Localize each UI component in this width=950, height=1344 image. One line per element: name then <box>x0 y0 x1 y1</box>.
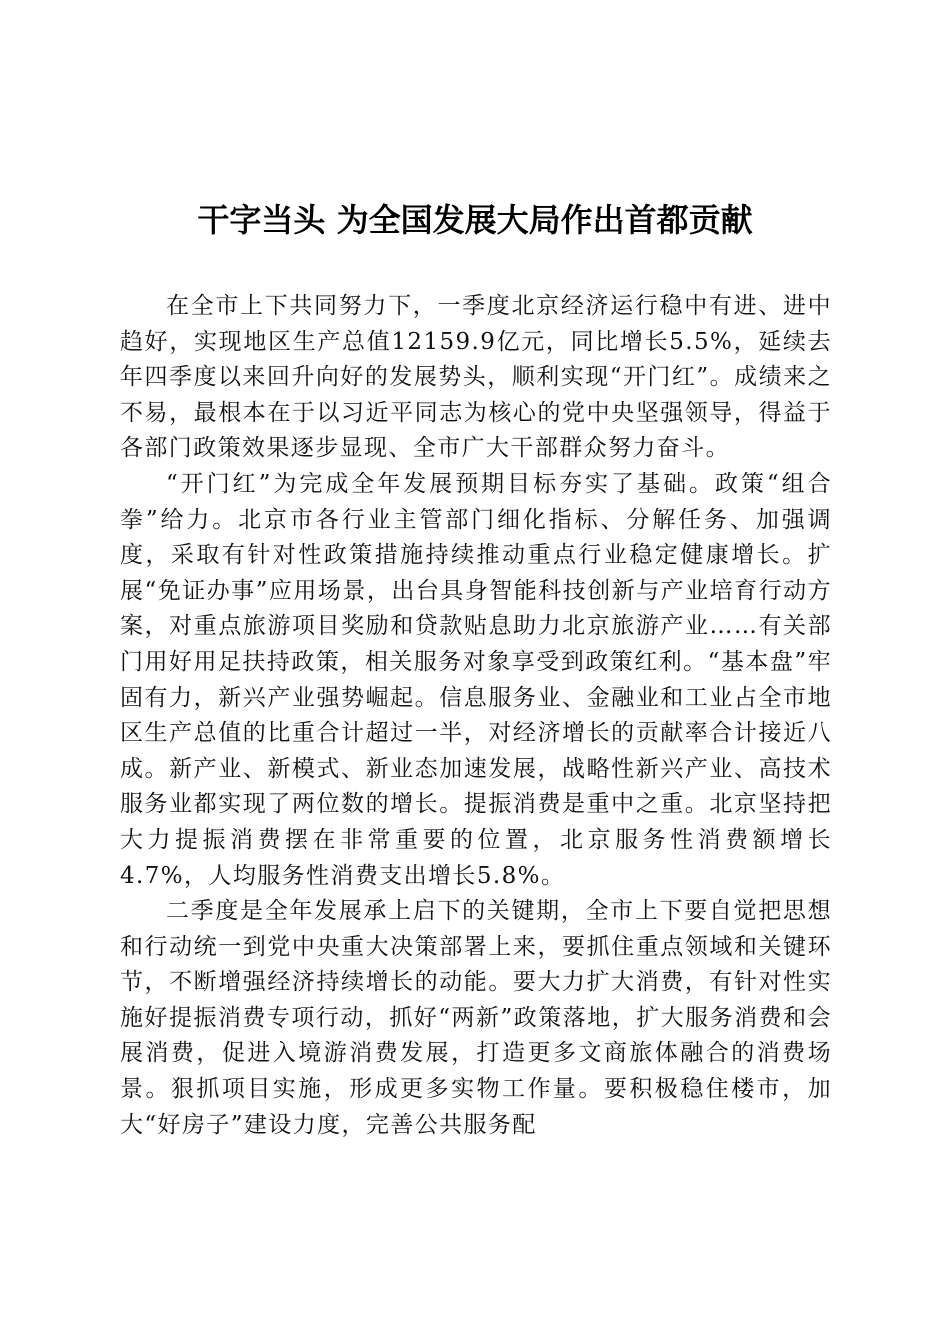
paragraph-2: “开门红”为完成全年发展预期目标夯实了基础。政策“组合拳”给力。北京市各行业主管部门细化指标、分解任务、加强调度，采取有针对性政策措施持续推动重点行业稳定健康增长。扩展“免证办事”应用场景，出台具身智能科技创新与产业培育行动方案，对重点旅游项目奖励和贷款贴息助力北京旅游产业……有关部门用好用足扶持政策，相关服务对象享受到政策红利。“基本盘”牢固有力，新兴产业强势崛起。信息服务业、金融业和工业占全市地区生产总值的比重合计超过一半，对经济增长的贡献率合计接近八成。新产业、新模式、新业态加速发展，战略性新兴产业、高技术服务业都实现了两位数的增长。提振消费是重中之重。北京坚持把大力提振消费摆在非常重要的位置，北京服务性消费额增长4.7%，人均服务性消费支出增长5.8%。 <box>120 470 832 889</box>
paragraph-3: 二季度是全年发展承上启下的关键期，全市上下要自觉把思想和行动统一到党中央重大决策部署上来，要抓住重点领域和关键环节，不断增强经济持续增长的动能。要大力扩大消费，有针对性实施好提振消费专项行动，抓好“两新”政策落地，扩大服务消费和会展消费，促进入境游消费发展，打造更多文商旅体融合的消费场景。狠抓项目实施，形成更多实物工作量。要积极稳住楼市，加大“好房子”建设力度，完善公共服务配 <box>120 898 832 1138</box>
article-title: 干字当头 为全国发展大局作出首都贡献 <box>197 201 753 239</box>
paragraph-1: 在全市上下共同努力下，一季度北京经济运行稳中有进、进中趋好，实现地区生产总值12159.9亿元，同比增长5.5%，延续去年四季度以来回升向好的发展势头，顺利实现“开门红”。成绩来之不易，最根本在于以习近平同志为核心的党中央坚强领导，得益于各部门政策效果逐步显现、全市广大干部群众努力奋斗。 <box>120 293 832 462</box>
article-body <box>120 289 832 1143</box>
